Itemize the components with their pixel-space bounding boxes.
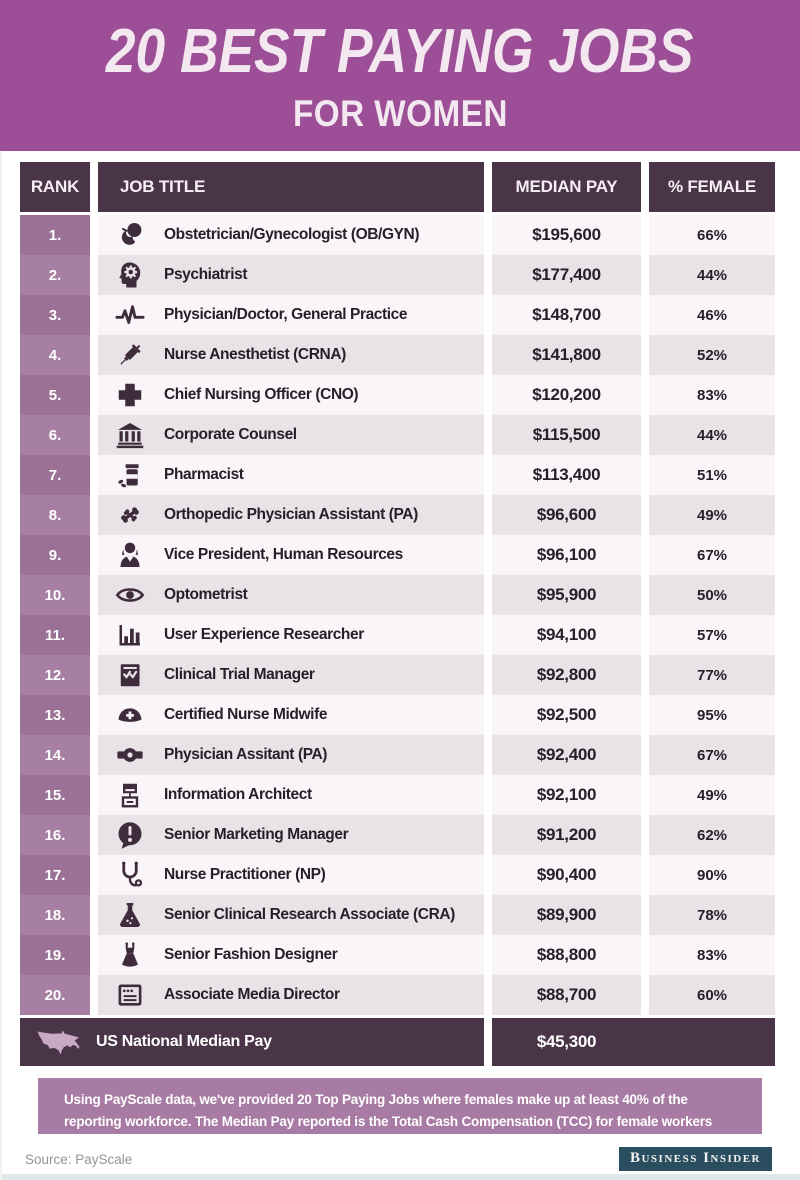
percent-female-cell: 62% [649,815,775,855]
job-title-cell [98,775,484,815]
job-title-text: Vice President, Human Resources [164,546,403,563]
rank-cell: 1. [20,215,90,255]
rank-cell: 16. [20,815,90,855]
percent-female-cell: 60% [649,975,775,1015]
median-pay-cell: $90,400 [492,855,641,895]
job-title-text: Senior Marketing Manager [164,826,349,843]
jobs-table [20,162,775,1066]
percent-female-cell: 51% [649,455,775,495]
head-gear-icon [114,260,146,290]
median-pay-cell: $96,100 [492,535,641,575]
stethoscope-icon [114,860,146,890]
median-pay-cell: $95,900 [492,575,641,615]
job-title-cell [98,655,484,695]
pill-bottle-icon [114,460,146,490]
job-title-cell [98,375,484,415]
syringe-icon [114,340,146,370]
page-subtitle: FOR WOMEN [292,93,508,134]
percent-female-cell: 44% [649,255,775,295]
rank-cell: 18. [20,895,90,935]
job-title-cell [98,695,484,735]
column-header-female: % FEMALE [649,162,775,212]
job-title-text: Optometrist [164,586,248,603]
newspaper-icon [114,980,146,1010]
page-title: 20 BEST PAYING JOBS [106,17,694,86]
job-title-text: Obstetrician/Gynecologist (OB/GYN) [164,226,420,243]
job-title-cell [98,855,484,895]
flask-icon [114,900,146,930]
rank-cell: 14. [20,735,90,775]
job-title-text: Certified Nurse Midwife [164,706,328,723]
job-title-cell [98,215,484,255]
left-edge-border [0,151,2,1180]
rank-cell: 6. [20,415,90,455]
national-median-label: US National Median Pay [96,1033,272,1050]
rank-cell: 20. [20,975,90,1015]
bones-icon [114,500,146,530]
median-pay-cell: $88,800 [492,935,641,975]
checklist-icon [114,660,146,690]
percent-female-cell: 49% [649,495,775,535]
rank-cell: 8. [20,495,90,535]
rank-cell: 7. [20,455,90,495]
percent-female-cell: 52% [649,335,775,375]
dress-icon [114,940,146,970]
percent-female-cell: 77% [649,655,775,695]
rank-cell: 3. [20,295,90,335]
job-title-text: Corporate Counsel [164,426,297,443]
percent-female-cell: 44% [649,415,775,455]
national-median-pay-cell [492,1018,775,1066]
job-title-cell [98,255,484,295]
percent-female-cell: 46% [649,295,775,335]
rank-cell: 9. [20,535,90,575]
heartbeat-icon [114,300,146,330]
courthouse-icon [114,420,146,450]
job-title-cell [98,815,484,855]
businesswoman-icon [114,540,146,570]
job-title-text: Senior Clinical Research Associate (CRA) [164,906,455,923]
rank-cell: 4. [20,335,90,375]
eye-icon [114,580,146,610]
percent-female-cell: 90% [649,855,775,895]
column-header-median-pay: MEDIAN PAY [492,162,641,212]
usa-map-icon [36,1027,82,1057]
median-pay-cell: $96,600 [492,495,641,535]
job-title-text: Nurse Practitioner (NP) [164,866,326,883]
rank-cell: 19. [20,935,90,975]
median-pay-cell: $195,600 [492,215,641,255]
job-title-cell [98,295,484,335]
rank-cell: 11. [20,615,90,655]
median-pay-cell: $94,100 [492,615,641,655]
percent-female-cell: 83% [649,375,775,415]
percent-female-cell: 83% [649,935,775,975]
percent-female-cell: 95% [649,695,775,735]
median-pay-cell: $89,900 [492,895,641,935]
median-pay-cell: $120,200 [492,375,641,415]
median-pay-cell: $92,400 [492,735,641,775]
fetus-icon [114,220,146,250]
job-title-text: Nurse Anesthetist (CRNA) [164,346,346,363]
job-title-cell [98,615,484,655]
median-pay-cell: $92,800 [492,655,641,695]
job-title-cell [98,415,484,455]
title-banner [0,0,800,151]
column-header-rank: RANK [20,162,90,212]
national-median-cell [20,1018,484,1066]
rank-cell: 17. [20,855,90,895]
rank-cell: 5. [20,375,90,415]
job-title-text: User Experience Researcher [164,626,364,643]
rank-cell: 12. [20,655,90,695]
job-title-text: Orthopedic Physician Assistant (PA) [164,506,418,523]
percent-female-cell: 50% [649,575,775,615]
sitemap-icon [114,780,146,810]
job-title-text: Physician Assitant (PA) [164,746,328,763]
median-pay-cell: $113,400 [492,455,641,495]
job-title-cell [98,735,484,775]
percent-female-cell: 66% [649,215,775,255]
job-title-text: Senior Fashion Designer [164,946,338,963]
job-title-cell [98,455,484,495]
exclamation-bubble-icon [114,820,146,850]
median-pay-cell: $148,700 [492,295,641,335]
column-header-job-title: JOB TITLE [98,162,484,212]
percent-female-cell: 78% [649,895,775,935]
medical-cross-icon [114,380,146,410]
source-credit: Source: PayScale [25,1151,133,1167]
job-title-cell [98,975,484,1015]
rank-cell: 10. [20,575,90,615]
job-title-text: Chief Nursing Officer (CNO) [164,386,359,403]
median-pay-cell: $141,800 [492,335,641,375]
job-title-cell [98,935,484,975]
bandage-icon [114,740,146,770]
median-pay-cell: $88,700 [492,975,641,1015]
job-title-text: Associate Media Director [164,986,340,1003]
job-title-cell [98,335,484,375]
median-pay-cell: $92,500 [492,695,641,735]
bar-chart-icon [114,620,146,650]
percent-female-cell: 67% [649,535,775,575]
job-title-text: Psychiatrist [164,266,248,283]
percent-female-cell: 67% [649,735,775,775]
rank-cell: 15. [20,775,90,815]
job-title-text: Clinical Trial Manager [164,666,315,683]
job-title-cell [98,575,484,615]
rank-cell: 2. [20,255,90,295]
median-pay-cell: $91,200 [492,815,641,855]
nurse-cap-icon [114,700,146,730]
rank-cell: 13. [20,695,90,735]
job-title-cell [98,495,484,535]
job-title-text: Pharmacist [164,466,244,483]
median-pay-cell: $92,100 [492,775,641,815]
bottom-strip [0,1174,800,1180]
disclaimer-box: Using PayScale data, we've provided 20 Top Paying Jobs where females make up at least 40% of the reporting workforce. The Median Pay reported is the Total Cash Compensation (TCC) for female workers with 5-8 years of experience. [38,1078,762,1134]
national-median-pay-value: $45,300 [536,1032,597,1051]
job-title-text: Information Architect [164,786,312,803]
job-title-cell [98,895,484,935]
median-pay-cell: $115,500 [492,415,641,455]
median-pay-cell: $177,400 [492,255,641,295]
percent-female-cell: 57% [649,615,775,655]
job-title-text: Physician/Doctor, General Practice [164,306,408,323]
business-insider-logo: Business Insider [619,1147,772,1171]
percent-female-cell: 49% [649,775,775,815]
job-title-cell [98,535,484,575]
